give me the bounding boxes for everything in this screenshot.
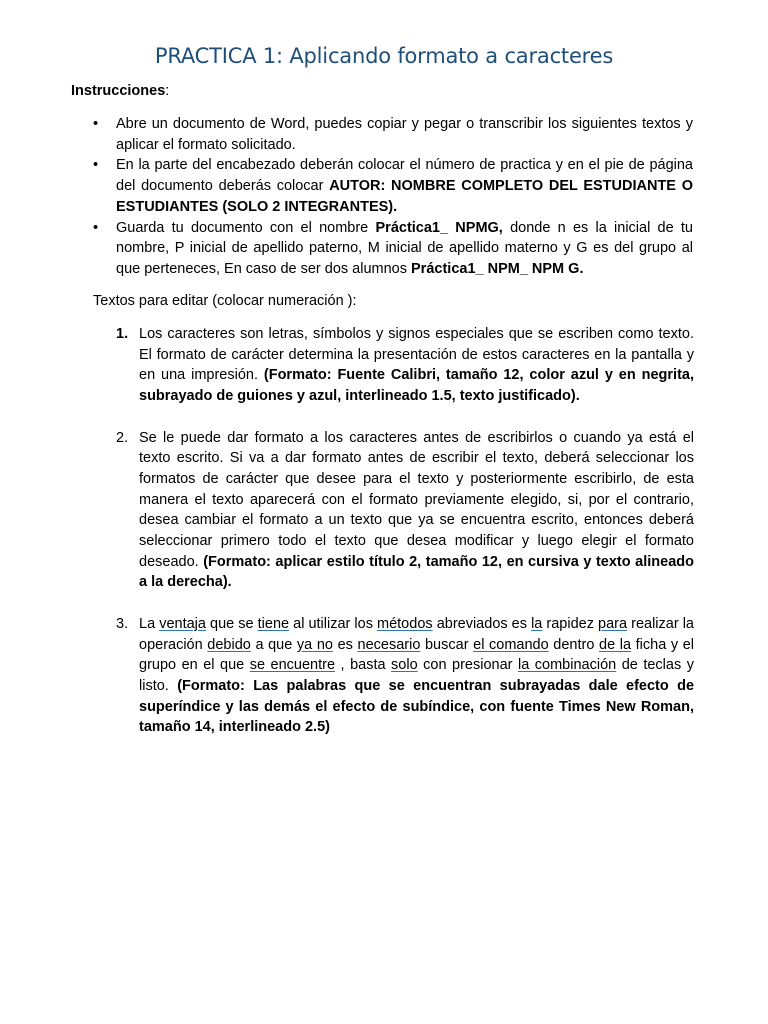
text-segment: de teclas y listo. <box>139 657 694 694</box>
list-item <box>93 218 693 280</box>
list-item <box>116 324 694 407</box>
bullet-text: En la parte del encabezado deberán colocar el número de practica y en el pie de página del documento deberás colocar <box>116 157 693 195</box>
underlined-word: ventaja <box>159 615 206 632</box>
format-instruction: (Formato: Fuente Calibri, tamaño 12, color azul y en negrita, subrayado de guiones y azul, interlineado 1.5, texto justificado). <box>139 367 694 405</box>
text-segment: , basta <box>335 657 392 674</box>
bullet-text: Abre un documento de Word, puedes copiar y pegar o transcribir los siguientes textos y aplicar el formato solicitado. <box>116 116 693 153</box>
text-segment: abreviados es <box>432 615 532 632</box>
text-segment: La <box>139 615 160 632</box>
instructions-label: Instrucciones <box>71 83 166 99</box>
item-text: Se le puede dar formato a los caracteres antes de escribirlos o cuando ya está el texto escrito. Si va a dar formato antes de escribir el texto, deberá seleccionar los formatos de carácter que desee para el texto y posteriormente escribirlo, de esta manera el texto aparecerá con el formato previamente elegido, si, por el contrario, desea cambiar el formato a un texto que ya se encuentra escrito, entonces deberá seleccionar primero todo el texto que desea modificar y luego elegir el formato deseado. <box>139 429 694 570</box>
filename-pattern-pair: Práctica1_ NPM_ NPM G. <box>411 260 584 277</box>
list-item <box>116 428 694 594</box>
text-segment: buscar <box>420 636 474 653</box>
underlined-word: la combinación <box>518 657 617 674</box>
underlined-word: tiene <box>257 615 290 632</box>
text-segment: a que <box>250 636 297 653</box>
text-segment: al utilizar los <box>289 615 378 632</box>
instructions-colon: : <box>165 83 170 99</box>
item-number: 2. <box>116 429 129 446</box>
underlined-word: se encuentre <box>249 657 336 674</box>
underlined-word: métodos <box>377 615 433 632</box>
bullet-icon: • <box>93 219 99 236</box>
underlined-word: de la <box>599 636 632 653</box>
item-text: Los caracteres son letras, símbolos y signos especiales que se escriben como texto. El formato de carácter determina la presentación de estos caracteres en la pantalla y en una impresión. <box>139 326 694 384</box>
underlined-word: el comando <box>473 636 549 653</box>
filename-pattern: Práctica1_ NPMG, <box>375 219 503 236</box>
bullet-text: Guarda tu documento con el nombre <box>116 219 376 236</box>
underlined-word: la <box>531 615 543 632</box>
text-segment: con presionar <box>417 657 518 674</box>
text-segment: es <box>332 636 358 653</box>
underlined-word: solo <box>391 657 418 674</box>
bullet-icon: • <box>93 116 99 132</box>
item-number: 3. <box>116 615 129 632</box>
text-segment: realizar la operación <box>139 615 694 653</box>
format-instruction: (Formato: Las palabras que se encuentran subrayadas dale efecto de superíndice y las demás el efecto de subíndice, con fuente Times New Roman, tamaño 14, interlineado 2.5) <box>139 677 695 736</box>
list-item <box>116 614 694 738</box>
instructions-heading <box>71 83 169 99</box>
texts-to-edit-label: Textos para editar (colocar numeración ): <box>93 293 357 309</box>
item-number: 1. <box>116 326 129 342</box>
underlined-word: ya no <box>296 636 333 653</box>
underlined-word: debido <box>207 636 251 653</box>
text-segment: rapidez <box>542 615 599 632</box>
text-segment: que se <box>205 615 258 632</box>
text-segment: dentro <box>548 636 599 653</box>
bullet-bold-text: AUTOR: NOMBRE COMPLETO DEL ESTUDIANTE O ESTUDIANTES (SOLO 2 INTEGRANTES). <box>116 178 693 215</box>
format-instruction: (Formato: aplicar estilo título 2, tamaño 12, en cursiva y texto alineado a la derecha). <box>139 553 694 591</box>
bullet-text: donde n es la inicial de tu nombre, P inicial de apellido paterno, M inicial de apellido materno y G es del grupo al que perteneces, En caso de ser dos alumnos <box>116 219 693 277</box>
bullet-icon: • <box>93 157 99 174</box>
instructions-list <box>93 114 693 280</box>
list-item <box>93 155 693 217</box>
underlined-word: para <box>598 615 628 632</box>
numbered-texts-list <box>116 324 694 738</box>
text-segment: ficha y el grupo en el que <box>139 636 695 674</box>
list-item <box>93 114 693 155</box>
page-title: PRACTICA 1: Aplicando formato a caracteres <box>154 44 614 68</box>
underlined-word: necesario <box>357 636 421 653</box>
